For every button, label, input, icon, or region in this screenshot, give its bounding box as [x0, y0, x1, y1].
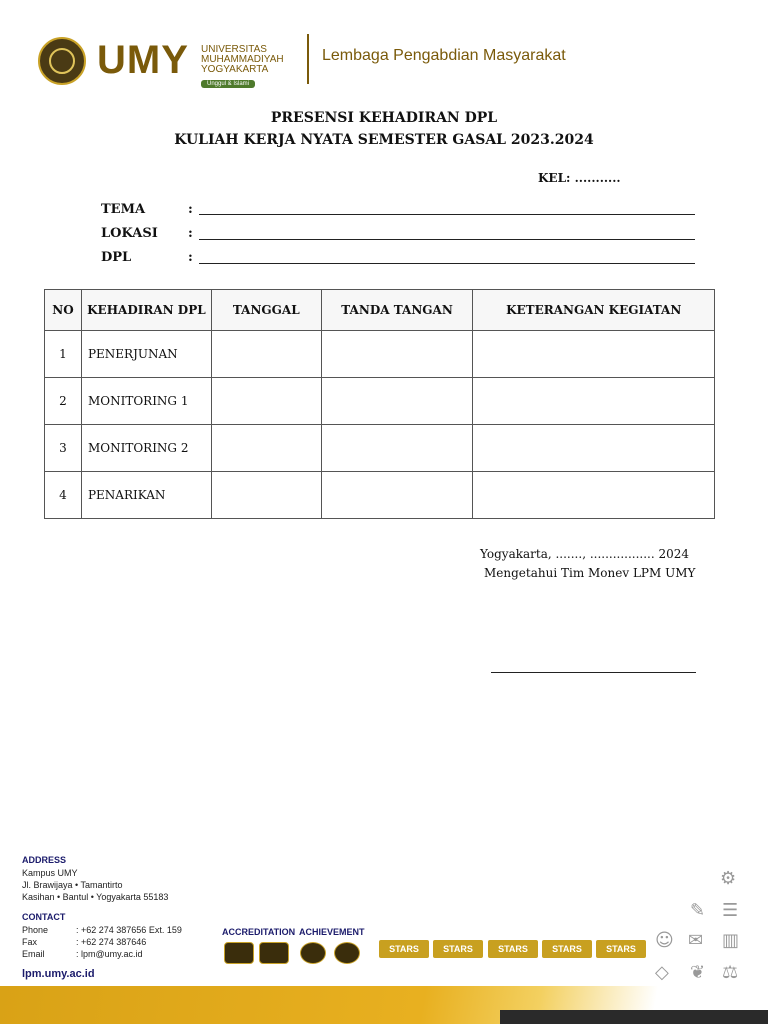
address-block: Kampus UMY Jl. Brawijaya • Tamantirto Kasihan • Bantul • Yogyakarta 55183	[22, 868, 169, 902]
field-label-dpl: DPL	[101, 250, 132, 265]
row-activity: PENERJUNAN	[81, 331, 211, 378]
header-divider	[307, 34, 309, 84]
row-notes-cell	[473, 472, 715, 519]
row-signature-cell	[321, 425, 473, 472]
institute-name: Lembaga Pengabdian Masyarakat	[322, 47, 566, 64]
qs-stars-badge: STARS	[542, 940, 592, 958]
university-name: UNIVERSITAS MUHAMMADIYAH YOGYAKARTA	[201, 44, 284, 75]
row-signature-cell	[321, 472, 473, 519]
achievement-heading: ACHIEVEMENT	[299, 927, 365, 937]
people-icon: ☺	[655, 930, 674, 951]
qs-stars-badge: STARS	[433, 940, 483, 958]
address-heading: ADDRESS	[22, 855, 67, 865]
website-link[interactable]: lpm.umy.ac.id	[22, 968, 95, 980]
table-row	[45, 425, 715, 472]
header-no: NO	[45, 290, 82, 331]
place-date-line: Yogyakarta, ......., ................. 2024	[480, 547, 690, 561]
umy-seal-logo	[38, 37, 86, 85]
gear-icon: ⚙	[720, 868, 737, 889]
row-notes-cell	[473, 425, 715, 472]
row-date-cell	[211, 331, 321, 378]
row-signature-cell	[321, 331, 473, 378]
translate-icon: ◇	[655, 962, 669, 983]
field-colon: :	[188, 202, 193, 217]
row-number: 2	[45, 378, 82, 425]
qs-stars-badge: STARS	[488, 940, 538, 958]
field-line-dpl	[199, 263, 695, 264]
accreditation-heading: ACCREDITATION	[222, 927, 296, 937]
table-row	[45, 331, 715, 378]
brand-logo-text: UMY	[97, 38, 189, 82]
row-notes-cell	[473, 378, 715, 425]
row-date-cell	[211, 472, 321, 519]
signature-line	[491, 672, 696, 673]
achievement-badge	[300, 942, 326, 964]
acknowledge-line: Mengetahui Tim Monev LPM UMY	[484, 566, 696, 580]
accreditation-badge	[224, 942, 254, 964]
plant-icon: ❦	[690, 962, 706, 983]
row-date-cell	[211, 378, 321, 425]
table-header-row	[45, 290, 715, 331]
contact-heading: CONTACT	[22, 912, 66, 922]
header-keterangan: KETERANGAN KEGIATAN	[473, 290, 715, 331]
row-date-cell	[211, 425, 321, 472]
chat-icon: ✉	[688, 930, 704, 951]
document-subtitle: KULIAH KERJA NYATA SEMESTER GASAL 2023.2024	[174, 132, 594, 148]
row-number: 1	[45, 331, 82, 378]
header-tanggal: TANGGAL	[211, 290, 321, 331]
field-colon: :	[188, 226, 193, 241]
row-number: 3	[45, 425, 82, 472]
field-line-lokasi	[199, 239, 695, 240]
field-colon: :	[188, 250, 193, 265]
tagline-badge: Unggul & Islami	[201, 80, 255, 88]
contact-values: : +62 274 387656 Ext. 159 : +62 274 387646 : lpm@umy.ac.id	[76, 925, 182, 959]
document-icon: ✎	[690, 900, 706, 921]
footer-dark-stripe	[500, 1010, 768, 1024]
contact-labels: Phone Fax Email	[22, 925, 49, 959]
qs-stars-badge: STARS	[596, 940, 646, 958]
row-activity: PENARIKAN	[81, 472, 211, 519]
field-line-tema	[199, 214, 695, 215]
row-activity: MONITORING 2	[81, 425, 211, 472]
achievement-badge	[334, 942, 360, 964]
stack-icon: ☰	[722, 900, 739, 921]
header-kehadiran: KEHADIRAN DPL	[81, 290, 211, 331]
qs-stars-badge: STARS	[379, 940, 429, 958]
field-label-lokasi: LOKASI	[101, 226, 158, 241]
attendance-table	[44, 289, 715, 519]
row-signature-cell	[321, 378, 473, 425]
document-title: PRESENSI KEHADIRAN DPL	[270, 110, 498, 126]
scale-icon: ⚖	[722, 962, 739, 983]
row-notes-cell	[473, 331, 715, 378]
field-label-tema: TEMA	[101, 202, 146, 217]
row-activity: MONITORING 1	[81, 378, 211, 425]
accreditation-badge	[259, 942, 289, 964]
group-number-field: KEL: ...........	[538, 171, 621, 185]
chart-icon: ▥	[722, 930, 740, 951]
header-tanda-tangan: TANDA TANGAN	[321, 290, 473, 331]
table-row	[45, 472, 715, 519]
table-row	[45, 378, 715, 425]
row-number: 4	[45, 472, 82, 519]
